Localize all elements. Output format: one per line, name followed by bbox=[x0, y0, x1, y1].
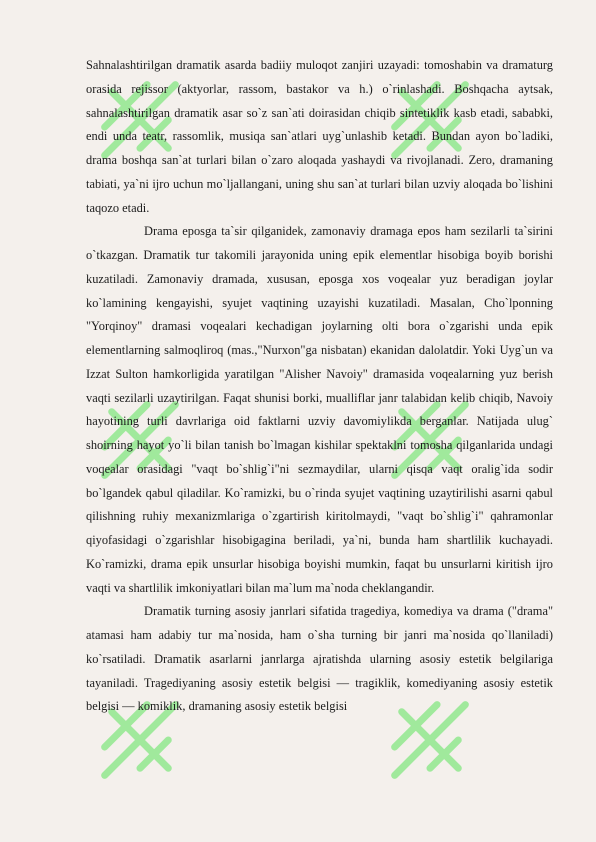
paragraph-3: Dramatik turning asosiy janrlari sifatida tragediya, komediya va drama ("drama" atamasi ham adabiy tur ma`nosida, ham o`sha turning bir janri ma`nosida qo`llaniladi) ko`rsatiladi. Dramatik asarlarni janrlarga ajratishda ularning asosiy estetik belgilariga tayaniladi. Tragediyaning asosiy estetik belgisi — tragiklik, komediyaning asosiy estetik belgisi — komiklik, dramaning asosiy estetik belgisi bbox=[86, 604, 553, 714]
paragraph-1: Sahnalashtirilgan dramatik asarda badiiy muloqot zanjiri uzayadi: tomoshabin va dramaturg orasida rejissor (aktyorlar, rassom, bastakor va h.) o`rinlashadi. Boshqacha aytsak, sahnalashtirilgan dramatik asar so`z san`ati doirasidan chiqib sintetiklik kasb etadi, sababki, endi unda teatr, rassomlik, musiqa san`atlari uyg`unlashib ketadi. Bundan ayon bo`ladiki, drama boshqa san`at turlari bilan o`zaro aloqada yashaydi va rivojlanadi. Zero, dramaning tabiati, ya`ni ijro uchun mo`ljallangani, uning shu san`at turlari bilan uzviy aloqada bo`lishini taqozo etadi. bbox=[86, 58, 553, 215]
document-body bbox=[86, 54, 553, 719]
paragraph-2: Drama eposga ta`sir qilganidek, zamonaviy dramaga epos ham sezilarli ta`sirini o`tkazgan. Dramatik tur takomili jarayonida uning epik elementlar hisobiga boyib borishi kuzatiladi. Zamonaviy dramada, xususan, eposga xos voqealar yuz beradigan joylar ko`lamining kengayishi, syujet vaqtining uzayishi kuzatiladi. Masalan, Cho`lponning "Yorqinoy" dramasi voqealari kechadigan joylarning olti bora o`zgarishi unda epik elementlarning salmoqliroq (mas.,"Nurxon"ga nisbatan) ekanidan dalolatdir. Yoki Uyg`un va Izzat Sulton hamkorligida yaratilgan "Alisher Navoiy" dramasida voqealarning yuz berish vaqti sezilarli uzaytirilgan. Faqat shunisi borki, mualliflar janr talabidan kelib chiqib, Navoiy hayotining turli davrlariga oid faktlarni uzviy davomiylikda berganlar. Natijada ulug` shoirning hayot yo`li bilan tanish bo`lmagan kishilar spektaklni tomosha qilganlarida undagi voqealar orasidagi "vaqt bo`shlig`i"ni sezmaydilar, ularni qisqa vaqt oralig`ida sodir bo`lgandek qabul qiladilar. Ko`ramizki, bu o`rinda syujet vaqtining uzaytirilishi asarni qabul qilishning ruhiy mexanizmlariga o`zgartirish kiritolmaydi, "vaqt bo`shlig`i" qahramonlar qiyofasidagi o`zgarishlar hisobigagina beriladi, ya`ni, bunda ham shartlilik kuchayadi. Ko`ramizki, drama epik unsurlar hisobiga boyishi mumkin, faqat bu unsurlarni kiritish ijro vaqti va shartlilik imkoniyatlari bilan ma`lum ma`noda cheklangandir. bbox=[86, 224, 553, 595]
